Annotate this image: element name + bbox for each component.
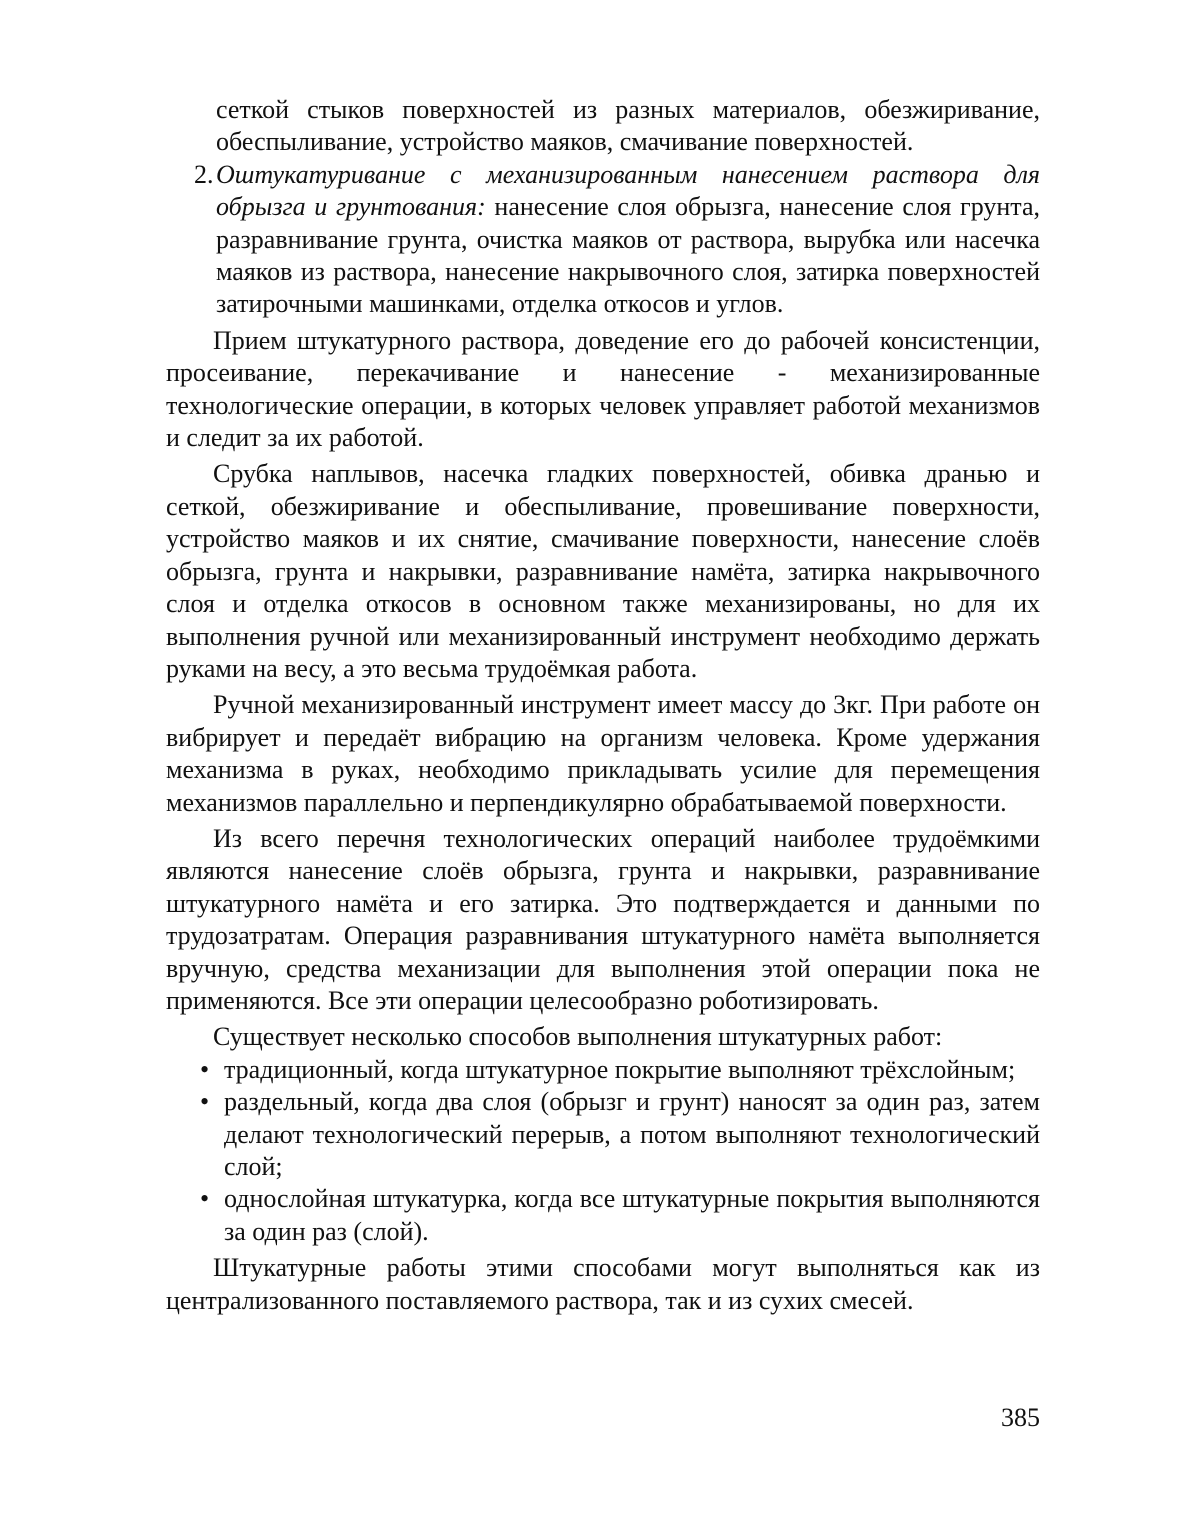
methods-list bbox=[166, 1054, 1040, 1248]
list-item-text: традиционный, когда штукатурное покрытие выполняют трёхслойным; bbox=[224, 1054, 1016, 1084]
paragraph-1: Прием штукатурного раствора, доведение его до рабочей консистенции, просеивание, перекачивание и нанесение - механизированные технологические операции, в которых человек управляет работой механизмов и следит за их работой. bbox=[166, 325, 1040, 453]
intro-continuation: сеткой стыков поверхностей из разных материалов, обезжиривание, обеспыливание, устройство маяков, смачивание поверхностей. bbox=[216, 95, 1040, 157]
bullet-icon: • bbox=[200, 1184, 210, 1214]
page-number: 385 bbox=[1001, 1403, 1040, 1432]
list-item-text: однослойная штукатурка, когда все штукатурные покрытия выполняются за один раз (слой). bbox=[224, 1184, 1040, 1246]
list-item bbox=[166, 1086, 1040, 1183]
item-italic-heading: Оштукатуривание с механизированным нанесением раствора для обрызга и грунтования: bbox=[216, 159, 1040, 222]
bullet-icon: • bbox=[200, 1054, 210, 1084]
paragraph-5: Существует несколько способов выполнения штукатурных работ: bbox=[213, 1022, 943, 1052]
paragraph-2: Срубка наплывов, насечка гладких поверхностей, обивка дранью и сеткой, обезжиривание и обеспыливание, провешивание поверхности, устройство маяков и их снятие, смачивание поверхности, нанесение слоёв обрызга, грунта и накрывки, разравнивание намёта, затирка накрывочного слоя и отделка откосов в основном также механизированы, но для их выполнения ручной или механизированный инструмент необходимо держать руками на весу, а это весьма трудоёмкая работа. bbox=[166, 459, 1040, 683]
paragraph-3: Ручной механизированный инструмент имеет массу до 3кг. При работе он вибрирует и передаёт вибрацию на организм человека. Кроме удержания механизма в руках, необходимо прикладывать усилие для перемещения механизмов параллельно и перпендикулярно обрабатываемой поверхности. bbox=[166, 690, 1040, 817]
item-text: нанесение слоя обрызга, нанесение слоя грунта, разравнивание грунта, очистка маяков от раствора, вырубка или насечка маяков из раствора, нанесение накрывочного слоя, затирка поверхностей затирочными машинками, отделка откосов и углов. bbox=[216, 192, 1040, 319]
list-item bbox=[166, 1183, 1040, 1248]
page-body bbox=[166, 94, 1040, 1321]
paragraph-4: Из всего перечня технологических операций наиболее трудоёмкими являются нанесение слоёв обрызга, грунта и накрывки, разравнивание штукатурного намёта и его затирка. Это подтверждается и данными по трудозатратам. Операция разравнивания штукатурного намёта выполняется вручную, средства механизации для выполнения этой операции пока не применяются. Все эти операции целесообразно роботизировать. bbox=[166, 823, 1040, 1015]
list-item-text: раздельный, когда два слоя (обрызг и грунт) наносят за один раз, затем делают технологический перерыв, а потом выполняют технологический слой; bbox=[224, 1087, 1040, 1181]
numbered-item-2 bbox=[166, 159, 1040, 321]
list-item bbox=[166, 1054, 1040, 1086]
closing-paragraph: Штукатурные работы этими способами могут выполняться как из централизованного поставляемого раствора, так и из сухих смесей. bbox=[166, 1253, 1040, 1315]
bullet-icon: • bbox=[200, 1087, 210, 1117]
item-number: 2. bbox=[194, 159, 214, 189]
